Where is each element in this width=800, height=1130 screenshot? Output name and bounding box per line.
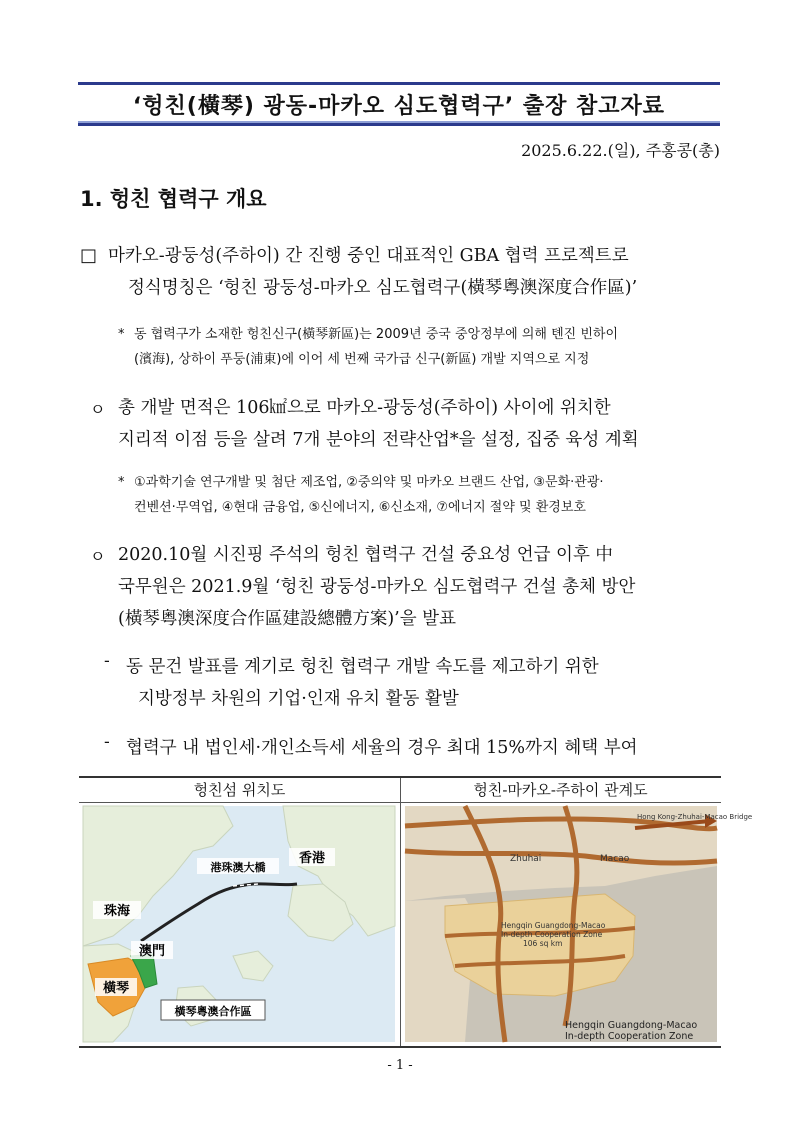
- bullet3-line3: (橫琴粵澳深度合作區建設總體方案)’을 발표: [118, 609, 456, 629]
- map-label-hzm-bridge: Hong Kong-Zhuhai-Macao Bridge: [637, 813, 753, 821]
- dash-bullet-icon: -: [104, 651, 110, 671]
- section-heading: 1. 헝친 협력구 개요: [80, 187, 267, 211]
- document-title: ‘헝친(橫琴) 광동-마카오 심도협력구’ 출장 참고자료: [132, 94, 666, 119]
- note2-marker: *: [118, 475, 125, 490]
- map-label-macau: 澳門: [138, 944, 166, 959]
- note1-line2: (濱海), 상하이 푸둥(浦東)에 이어 세 번째 국가급 신구(新區) 개발 지역으로 지정: [134, 352, 590, 367]
- circle-bullet-icon: ㅇ: [90, 400, 106, 419]
- hengqin-location-map: [83, 806, 395, 1042]
- bullet3-line2: 국무원은 2021.9월 ‘헝친 광둥성-마카오 심도협력구 건설 총체 방안: [118, 577, 636, 597]
- map-label-bridge: 港珠澳大橋: [210, 861, 266, 874]
- note1-marker: *: [118, 327, 125, 342]
- bullet1-line2: 정식명칭은 ‘헝친 광둥성-마카오 심도협력구(橫琴粵澳深度合作區)’: [128, 278, 638, 298]
- map-zone-line1: Hengqin Guangdong-Macao: [501, 921, 606, 930]
- map-label-zone: 橫琴粵澳合作區: [174, 1005, 252, 1018]
- note1-line1: 동 협력구가 소재한 헝친신구(橫琴新區)는 2009년 중국 중앙정부에 의해 톈진 빈하이: [134, 327, 619, 342]
- page-number: - 1 -: [387, 1058, 413, 1073]
- square-bullet-icon: □: [80, 245, 98, 266]
- map-table: [79, 776, 753, 1048]
- dash1-line1: 동 문건 발표를 계기로 헝친 협력구 개발 속도를 제고하기 위한: [126, 657, 599, 677]
- map-left-header: 헝친섬 위치도: [79, 778, 400, 803]
- dash-bullet-icon: -: [104, 732, 110, 752]
- map-caption-line2: In-depth Cooperation Zone: [565, 1031, 694, 1042]
- map-divider: [400, 778, 401, 1046]
- map-zone-area: 106 sq km: [523, 939, 563, 948]
- bullet2-line2: 지리적 이점 등을 살려 7개 분야의 전략산업*을 설정, 집중 육성 계획: [118, 430, 639, 450]
- title-box: [78, 82, 720, 126]
- map-label-zhuhai-en: Zhuhai: [510, 854, 542, 864]
- map-label-hengqin: 橫琴: [102, 981, 130, 996]
- map-right-header: 헝친-마카오-주하이 관계도: [400, 778, 721, 803]
- note2-line1: ①과학기술 연구개발 및 첨단 제조업, ②중의약 및 마카오 브랜드 산업, ③문화·관광·: [134, 475, 604, 490]
- circle-bullet-icon: ㅇ: [90, 547, 106, 566]
- dash1-line2: 지방정부 차원의 기업·인재 유치 활동 활발: [138, 689, 459, 709]
- document-date: 2025.6.22.(일), 주홍콩(총): [521, 141, 720, 160]
- map-label-macao-en: Macao: [600, 854, 630, 864]
- bullet3-line1: 2020.10월 시진핑 주석의 헝친 협력구 건설 중요성 언급 이후 中: [118, 545, 613, 565]
- map-label-zhuhai: 珠海: [103, 904, 131, 919]
- bullet1-line1: 마카오-광둥성(주하이) 간 진행 중인 대표적인 GBA 협력 프로젝트로: [108, 246, 629, 266]
- hengqin-relation-map: [405, 806, 753, 1042]
- map-label-hongkong: 香港: [298, 851, 326, 866]
- dash2-line1: 협력구 내 법인세·개인소득세 세율의 경우 최대 15%까지 혜택 부여: [126, 738, 638, 758]
- map-zone-line2: In-depth Cooperation Zone: [501, 930, 603, 939]
- map-caption-line1: Hengqin Guangdong-Macao: [565, 1020, 698, 1031]
- bullet2-line1: 총 개발 면적은 106㎢으로 마카오-광둥성(주하이) 사이에 위치한: [118, 398, 611, 418]
- note2-line2: 컨벤션·무역업, ④현대 금융업, ⑤신에너지, ⑥신소재, ⑦에너지 절약 및 환경보호: [134, 500, 586, 515]
